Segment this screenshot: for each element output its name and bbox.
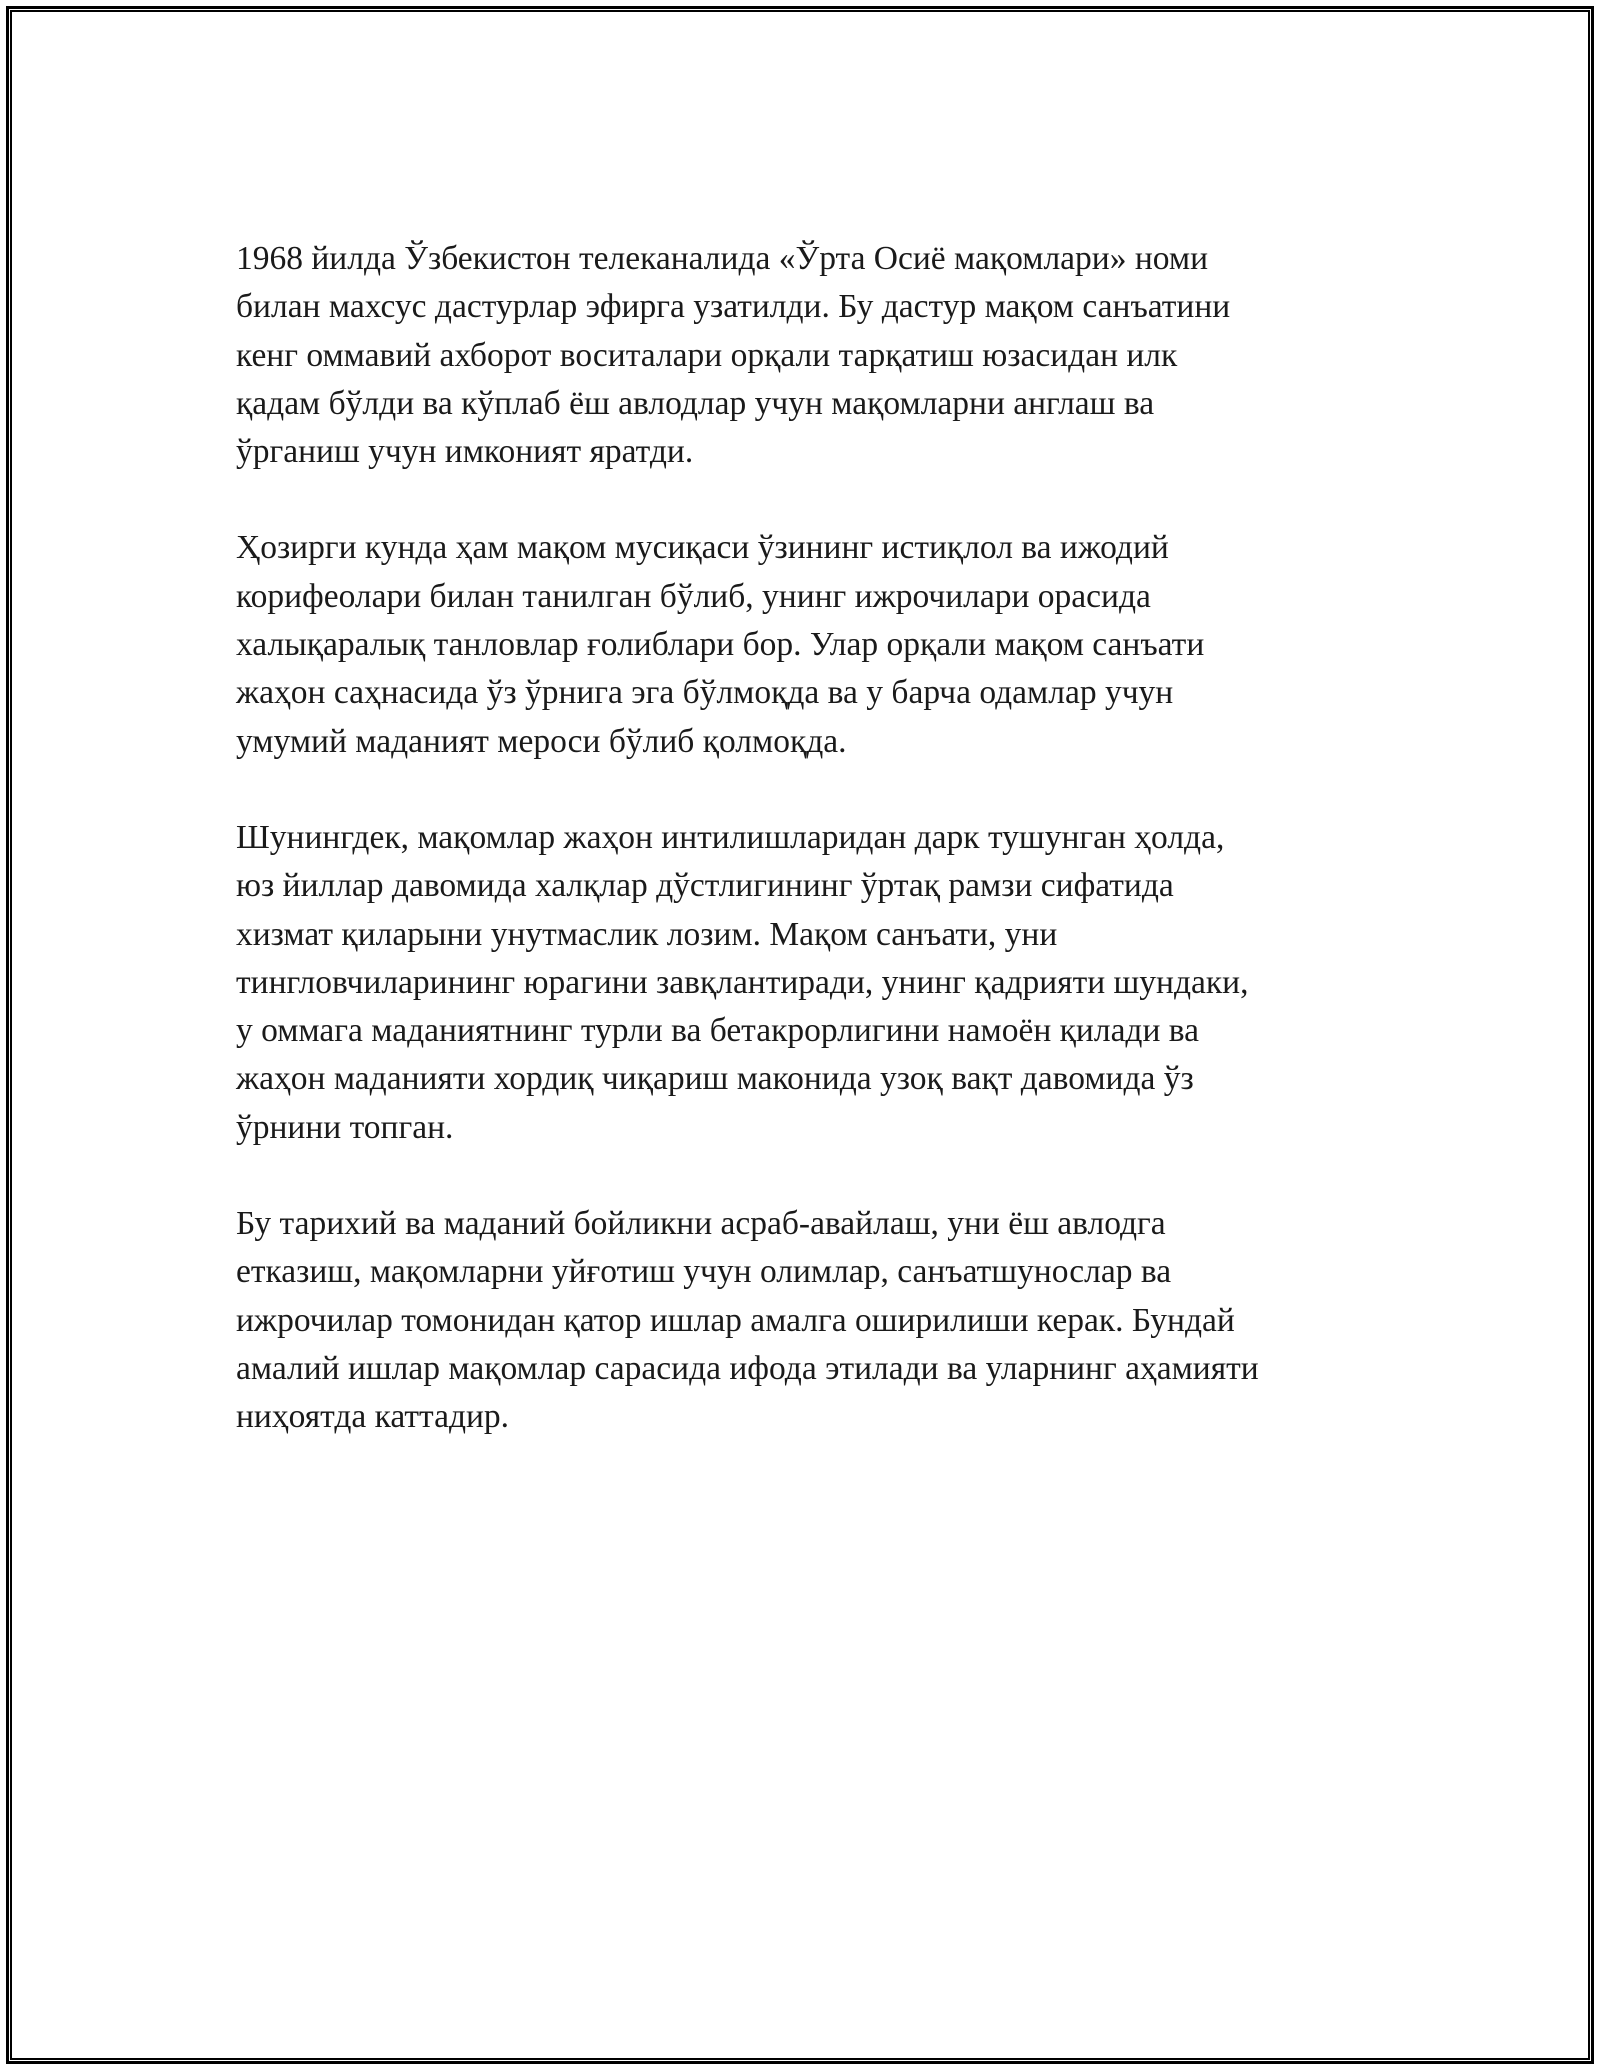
- paragraph-line: корифеолари билан танилган бўлиб, унинг ижрочилари орасида: [236, 577, 1151, 615]
- paragraph-line: жаҳон саҳнасида ўз ўрнига эга бўлмоқда ва у барча одамлар учун: [236, 674, 1174, 712]
- paragraph-line: хизмат қиларыни унутмаслик лозим. Мақом санъати, уни: [236, 915, 1058, 953]
- paragraph-line: Шунингдек, мақомлар жаҳон интилишларидан дарк тушунган ҳолда,: [236, 818, 1225, 856]
- paragraph-line: 1968 йилда Ўзбекистон телеканалида «Ўрта Осиё мақомлари» номи: [236, 240, 1209, 277]
- paragraph-line: кенг оммавий ахборот воситалари орқали тарқатиш юзасидан илк: [236, 336, 1178, 374]
- paragraph-line: умумий маданият мероси бўлиб қолмоқда.: [236, 722, 847, 760]
- paragraph-line: етказиш, мақомларни уйғотиш учун олимлар, санъатшунослар ва: [236, 1253, 1172, 1291]
- paragraph-1: [236, 235, 1376, 476]
- paragraph-line: Ҳозирги кунда ҳам мақом мусиқаси ўзининг истиқлол ва ижодий: [236, 529, 1169, 567]
- paragraph-3: [236, 814, 1376, 1152]
- document-body: [236, 235, 1376, 1490]
- paragraph-line: амалий ишлар мақомлар сарасида ифода этилади ва уларнинг аҳамияти: [236, 1349, 1259, 1387]
- paragraph-2: [236, 524, 1376, 765]
- paragraph-line: қадам бўлди ва кўплаб ёш авлодлар учун мақомларни англаш ва: [236, 384, 1155, 422]
- paragraph-line: ўрганиш учун имконият яратди.: [236, 433, 694, 471]
- paragraph-line: ўрнини топган.: [236, 1108, 454, 1146]
- paragraph-line: тингловчиларининг юрагини завқлантиради, унинг қадрияти шундаки,: [236, 963, 1249, 1001]
- paragraph-4: [236, 1200, 1376, 1441]
- paragraph-line: ниҳоятда каттадир.: [236, 1398, 510, 1436]
- paragraph-line: юз йиллар давомида халқлар дўстлигининг ўртақ рамзи сифатида: [236, 867, 1174, 905]
- paragraph-line: халықаралық танловлар ғолиблари бор. Улар орқали мақом санъати: [236, 626, 1205, 664]
- paragraph-line: Бу тарихий ва маданий бойликни асраб-авайлаш, уни ёш авлодга: [236, 1205, 1166, 1243]
- paragraph-line: жаҳон маданияти хордиқ чиқариш маконида узоқ вақт давомида ўз: [236, 1060, 1194, 1098]
- paragraph-line: билан махсус дастурлар эфирга узатилди. Бу дастур мақом санъатини: [236, 288, 1231, 326]
- paragraph-line: ижрочилар томонидан қатор ишлар амалга оширилиши керак. Бундай: [236, 1301, 1235, 1339]
- paragraph-line: у оммага маданиятнинг турли ва бетакрорлигини намоён қилади ва: [236, 1012, 1200, 1050]
